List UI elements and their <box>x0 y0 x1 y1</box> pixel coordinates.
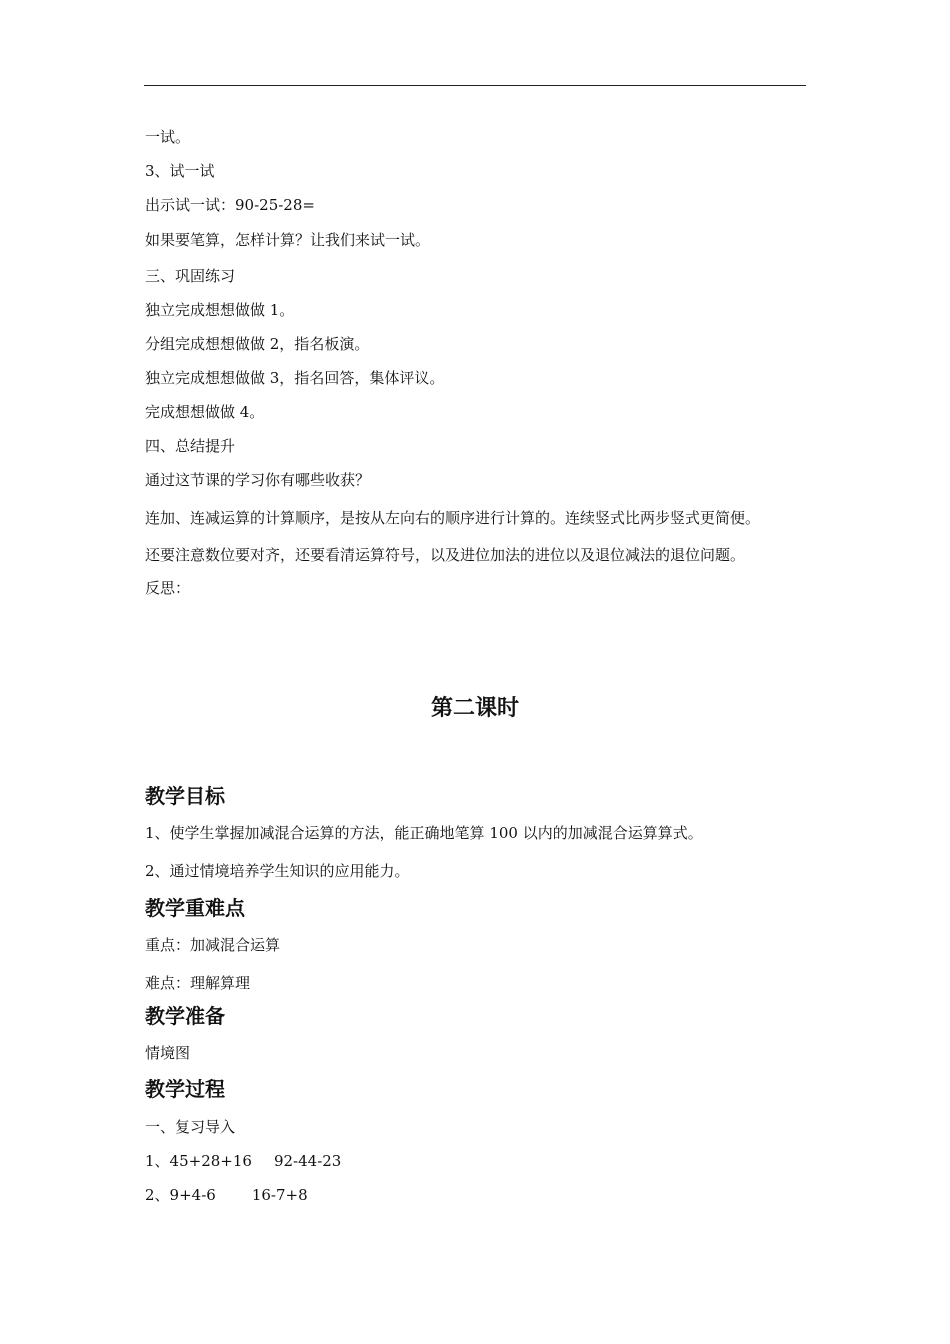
goals-heading: 教学目标 <box>145 784 225 808</box>
text-line: 还要注意数位要对齐，还要看清运算符号，以及进位加法的进位以及退位减法的退位问题。 <box>145 546 746 564</box>
exercise-line <box>145 1185 308 1205</box>
process-heading: 教学过程 <box>145 1077 225 1101</box>
goal-item: 2、通过情境培养学生知识的应用能力。 <box>145 862 410 880</box>
exercise-second: 92-44-23 <box>273 1152 342 1170</box>
key-point-item: 难点：理解算理 <box>145 974 251 992</box>
exercise-label: 1、45+28+16 <box>145 1152 252 1170</box>
text-line: 3、试一试 <box>145 162 215 180</box>
text-line: 独立完成想想做做 3，指名回答，集体评议。 <box>145 369 445 387</box>
text-line: 如果要笔算，怎样计算？让我们来试一试。 <box>145 231 431 249</box>
preparation-item: 情境图 <box>145 1044 191 1062</box>
text-line: 连加、连减运算的计算顺序，是按从左向右的顺序进行计算的。连续竖式比两步竖式更简便。 <box>145 509 761 527</box>
text-line: 一试。 <box>145 128 191 146</box>
goal-item: 1、使学生掌握加减混合运算的方法，能正确地笔算 100 以内的加减混合运算算式。 <box>145 824 703 842</box>
lesson-title: 第二课时 <box>430 696 519 721</box>
text-line: 出示试一试：90-25-28= <box>145 196 315 214</box>
exercise-label: 2、9+4-6 <box>145 1186 216 1204</box>
process-intro: 一、复习导入 <box>145 1118 236 1136</box>
preparation-heading: 教学准备 <box>145 1004 225 1028</box>
text-line: 反思： <box>145 579 191 597</box>
header-rule <box>144 85 806 86</box>
text-line: 独立完成想想做做 1。 <box>145 301 295 319</box>
section-heading: 四、总结提升 <box>145 437 236 455</box>
exercise-second: 16-7+8 <box>251 1186 308 1204</box>
text-line: 分组完成想想做做 2，指名板演。 <box>145 335 370 353</box>
exercise-line <box>145 1151 341 1171</box>
key-points-heading: 教学重难点 <box>145 896 245 920</box>
section-heading: 三、巩固练习 <box>145 267 236 285</box>
text-line: 通过这节课的学习你有哪些收获？ <box>145 471 371 489</box>
key-point-item: 重点：加减混合运算 <box>145 936 281 954</box>
text-line: 完成想想做做 4。 <box>145 403 265 421</box>
